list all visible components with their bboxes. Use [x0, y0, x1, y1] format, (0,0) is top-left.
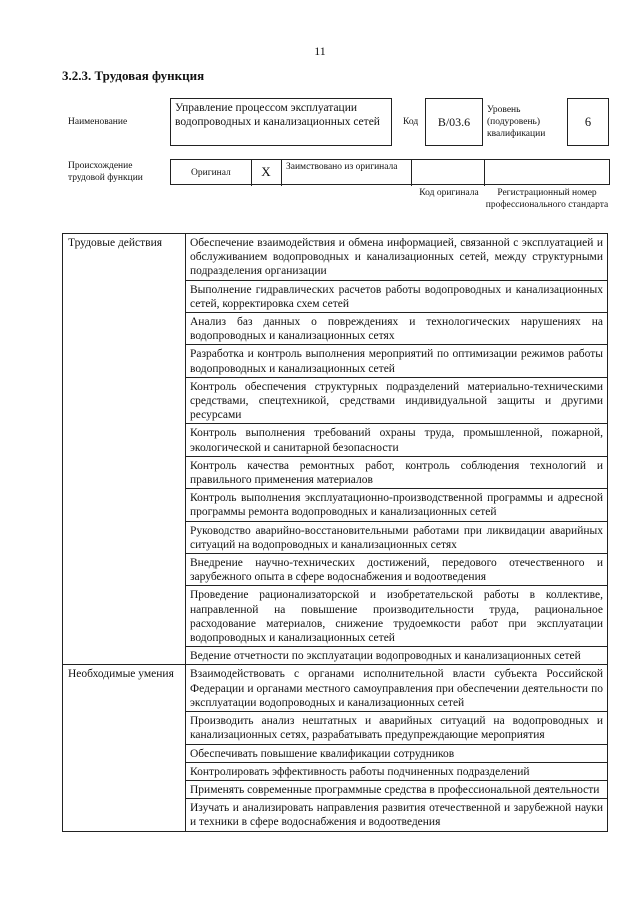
- skill-text: Взаимодействовать с органами исполнительной власти субъекта Российской Федерации и органами местного самоуправления при обеспечении деятельности по эксплуатации водопроводных и канализационных сетей: [186, 665, 608, 712]
- skill-text: Применять современные программные средства в профессиональной деятельности: [186, 780, 608, 798]
- skill-text: Обеспечивать повышение квалификации сотрудников: [186, 744, 608, 762]
- function-name-field: Управление процессом эксплуатации водопроводных и канализационных сетей: [170, 98, 392, 146]
- labor-action-text: Контроль качества ремонтных работ, контроль соблюдения технологий и правильного применения материалов: [186, 456, 608, 488]
- code-label: Код: [403, 117, 419, 127]
- original-label: Оригинал: [191, 168, 231, 178]
- code-value-field: B/03.6: [425, 98, 483, 146]
- labor-action-text: Внедрение научно-технических достижений, передового отечественного и зарубежного опыта в сфере водоснабжения и водоотведения: [186, 554, 608, 586]
- labor-action-row: [63, 234, 608, 281]
- labor-action-text: Анализ баз данных о повреждениях и технологических нарушениях на водопроводных и канализационных сетях: [186, 313, 608, 345]
- labor-action-text: Проведение рационализаторской и изобретательской работы в коллективе, направленной на повышение производительности труда, рациональное расходование материалов, снижение трудоемкости работ при эксплуатации водопроводных и канализационных сетей: [186, 586, 608, 647]
- skill-text: Изучать и анализировать направления развития отечественной и зарубежной науки и техники в сфере водоснабжения и водоотведения: [186, 799, 608, 831]
- skill-text: Контролировать эффективность работы подчиненных подразделений: [186, 762, 608, 780]
- reg-number-label: Регистрационный номер профессионального стандарта: [485, 188, 609, 210]
- level-value-field: 6: [567, 98, 609, 146]
- labor-action-text: Контроль выполнения требований охраны труда, промышленной, пожарной, экологической и санитарной безопасности: [186, 424, 608, 456]
- labor-action-text: Обеспечение взаимодействия и обмена информацией, связанной с эксплуатацией и обслуживанием водопроводных и канализационных сетей, между структурными подразделения организации: [186, 234, 608, 281]
- skills-label: Необходимые умения: [63, 665, 186, 831]
- labor-action-text: Контроль выполнения эксплуатационно-производственной программы и адресной программы ремонта водопроводных и канализационных сетей: [186, 489, 608, 521]
- skill-row: [63, 665, 608, 712]
- labor-action-text: Разработка и контроль выполнения мероприятий по оптимизации режимов работы водопроводных и канализационных сетей: [186, 345, 608, 377]
- labor-actions-label: Трудовые действия: [63, 234, 186, 665]
- borrowed-label: Заимствовано из оригинала: [286, 162, 398, 172]
- original-mark: X: [261, 164, 271, 179]
- labor-action-text: Руководство аварийно-восстановительными работами при ликвидации аварийных ситуаций на водопроводных и канализационных сетях: [186, 521, 608, 553]
- skill-text: Производить анализ нештатных и аварийных ситуаций на водопроводных и канализационных сетях, разрабатывать предупреждающие мероприятия: [186, 712, 608, 744]
- divider: [281, 160, 282, 186]
- page-number: 11: [314, 44, 326, 58]
- code-original-label: Код оригинала: [419, 188, 479, 198]
- labor-action-text: Ведение отчетности по эксплуатации водопроводных и канализационных сетей: [186, 647, 608, 665]
- section-title: 3.2.3. Трудовая функция: [62, 68, 205, 83]
- level-label: Уровень (подуровень) квалификации: [487, 105, 546, 139]
- name-label: Наименование: [68, 117, 128, 127]
- function-table: [62, 233, 608, 832]
- divider: [411, 160, 412, 186]
- labor-action-text: Выполнение гидравлических расчетов работы водопроводных и канализационных сетей, корректировка схем сетей: [186, 280, 608, 312]
- origin-label: Происхождение трудовой функции: [68, 161, 143, 183]
- divider: [484, 160, 485, 186]
- labor-action-text: Контроль обеспечения структурных подразделений материально-техническими средствами, спецтехникой, средствами индивидуальной защиты и другими ресурсами: [186, 377, 608, 424]
- origin-row: [170, 159, 610, 185]
